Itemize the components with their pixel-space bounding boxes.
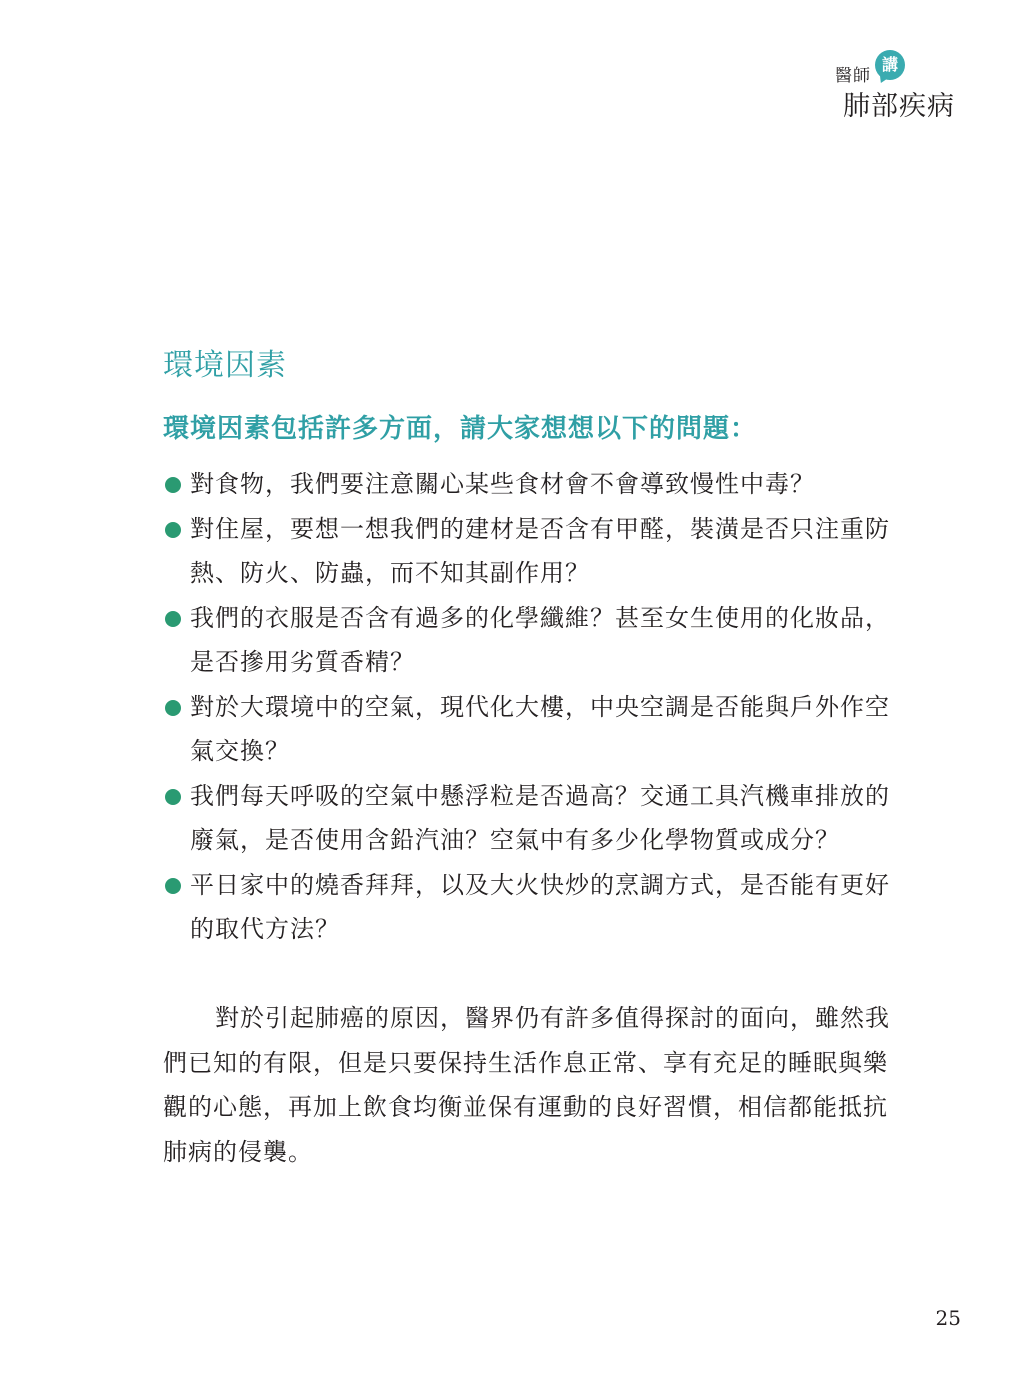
book-header [795, 50, 955, 120]
list-item-text: 我們每天呼吸的空氣中懸浮粒是否過高？交通工具汽機車排放的廢氣，是否使用含鉛汽油？空氣中有多少化學物質或成分？ [190, 781, 890, 854]
bullet-dot-icon [165, 700, 181, 716]
book-title: 肺部疾病 [843, 91, 955, 122]
bullet-dot-icon [165, 611, 181, 627]
bullet-dot-icon [165, 878, 181, 894]
list-item-text: 對食物，我們要注意關心某些食材會不會導致慢性中毒？ [190, 470, 815, 498]
list-item [163, 462, 908, 507]
question-list [163, 462, 908, 952]
body-paragraph: 對於引起肺癌的原因，醫界仍有許多值得探討的面向，雖然我們已知的有限，但是只要保持生活作息正常、享有充足的睡眠與樂觀的心態，再加上飲食均衡並保有運動的良好習慣，相信都能抵抗肺病的侵襲。 [163, 1004, 890, 1166]
section-title: 環境因素 [163, 348, 287, 383]
list-item-text: 對住屋，要想一想我們的建材是否含有甲醛，裝潢是否只注重防熱、防火、防蟲，而不知其副作用？ [190, 514, 890, 587]
section-subtitle: 環境因素包括許多方面，請大家想想以下的問題： [163, 414, 758, 444]
list-item [163, 863, 908, 952]
list-item-text: 對於大環境中的空氣，現代化大樓，中央空調是否能與戶外作空氣交換？ [190, 692, 890, 765]
list-item [163, 774, 908, 863]
list-item-text: 我們的衣服是否含有過多的化學纖維？甚至女生使用的化妝品，是否摻用劣質香精？ [190, 603, 890, 676]
page-number: 25 [935, 1306, 961, 1330]
list-item [163, 507, 908, 596]
bullet-dot-icon [165, 789, 181, 805]
header-series-label: 醫師 [835, 66, 871, 86]
bullet-dot-icon [165, 522, 181, 538]
bullet-dot-icon [165, 477, 181, 493]
list-item [163, 685, 908, 774]
speech-bubble-icon: 講 [875, 50, 905, 80]
list-item [163, 596, 908, 685]
list-item-text: 平日家中的燒香拜拜，以及大火快炒的烹調方式，是否能有更好的取代方法？ [190, 870, 890, 943]
